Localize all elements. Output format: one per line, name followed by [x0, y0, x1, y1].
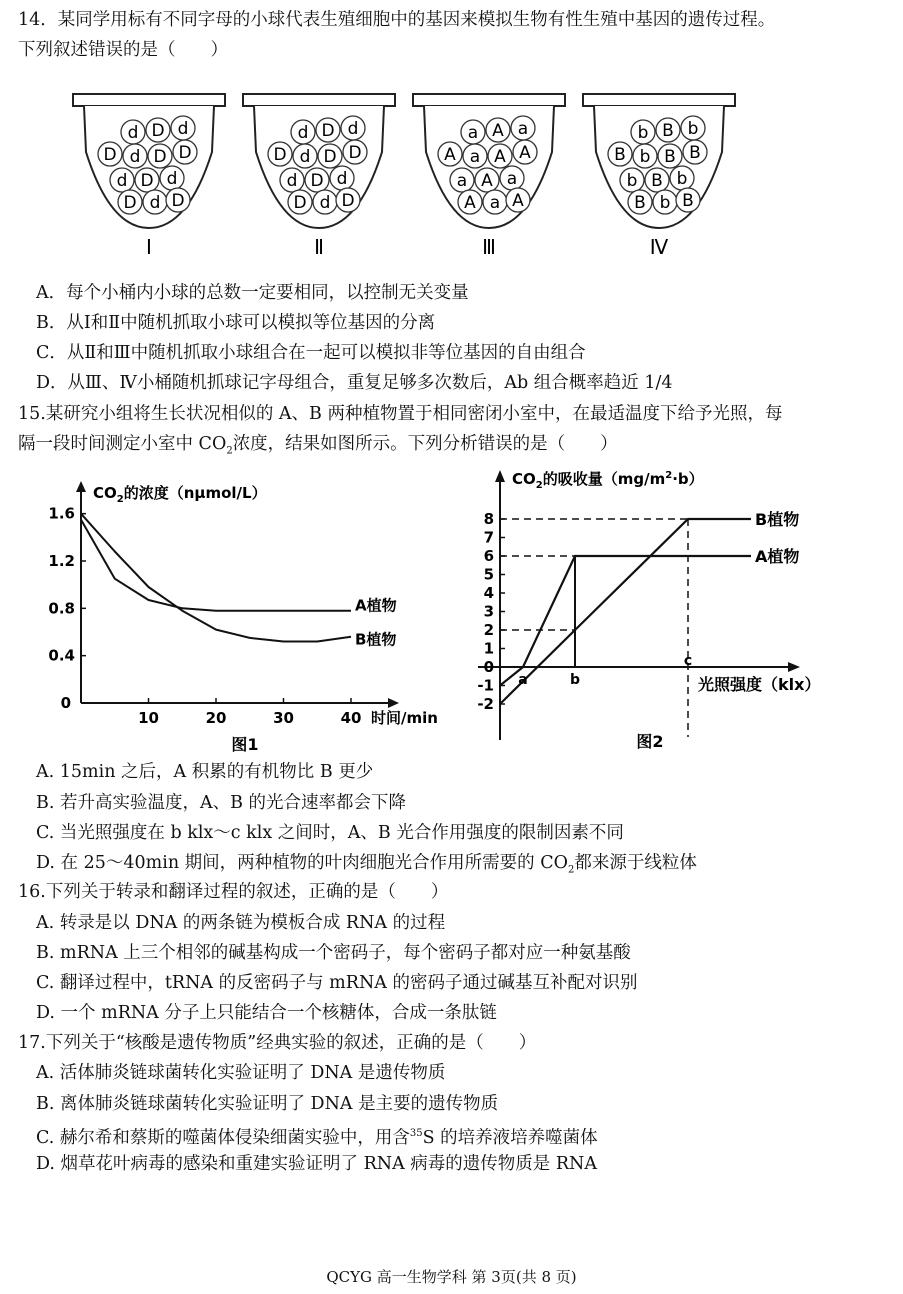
ball-label: D	[310, 171, 324, 191]
ball-label: D	[153, 147, 167, 167]
bucket-label: Ⅰ	[146, 235, 152, 259]
ball-label: A	[464, 193, 476, 213]
ball-label: a	[467, 123, 479, 143]
bucket-rim	[583, 94, 735, 106]
ball-label: D	[321, 121, 335, 141]
ball-label: A	[494, 147, 506, 167]
x-axis-title: 光照强度（klx）	[698, 675, 821, 694]
page-footer: QCYG 高一生物学科 第 3页(共 8 页)	[326, 1268, 577, 1286]
y-tick-label: 1.6	[48, 504, 75, 523]
series-label-b: B植物	[355, 630, 397, 649]
ball-label: d	[336, 169, 348, 189]
q16-option-a: A. 转录是以 DNA 的两条链为模板合成 RNA 的过程	[36, 913, 446, 933]
bucket-label: Ⅲ	[482, 235, 496, 259]
q15-option-a: A. 15min 之后，A 积累的有机物比 B 更少	[36, 762, 374, 782]
series-label-b: B植物	[755, 510, 800, 529]
ball-label: D	[171, 191, 185, 211]
bucket-3	[413, 94, 565, 259]
y-axis-arrow	[76, 481, 86, 492]
q17-option-c: C. 赫尔希和蔡斯的噬菌体侵染细菌实验中，用含$^{35}$S 的培养液培养噬菌体	[36, 1127, 598, 1148]
q14-option-d: D．从Ⅲ、Ⅳ小桶随机抓球记字母组合，重复足够多次数后，Ab 组合概率趋近 1/4	[36, 373, 673, 393]
y-tick-label: 7	[483, 528, 494, 547]
y-tick-label: 1	[483, 639, 494, 658]
ball-label: d	[116, 171, 128, 191]
ball-label: d	[286, 171, 298, 191]
y-tick-label: 2	[483, 621, 494, 639]
ball-label: D	[273, 145, 287, 165]
figure-2-co2-absorption-chart	[478, 462, 838, 752]
ball-label: d	[149, 193, 161, 213]
ball-label: d	[297, 123, 309, 143]
x-axis-arrow	[388, 698, 399, 708]
ball-label: A	[519, 143, 531, 163]
bucket-label: Ⅳ	[649, 235, 669, 259]
ball-label: A	[512, 191, 524, 211]
x-axis-arrow	[788, 662, 800, 672]
y-tick-label: 0	[483, 658, 494, 676]
q15-stem-line2: 隔一段时间测定小室中 $CO_2$浓度，结果如图所示。下列分析错误的是（ ）	[18, 434, 618, 457]
ball-label: a	[506, 169, 518, 189]
y-tick-label: -2	[477, 695, 494, 713]
ball-label: d	[319, 193, 331, 213]
q15-option-c: C. 当光照强度在 b klx～c klx 之间时，A、B 光合作用强度的限制因素不同	[36, 823, 624, 843]
y-tick-label: 1.2	[48, 552, 75, 570]
series-label-a: A植物	[355, 596, 397, 615]
ball-label: D	[103, 145, 117, 165]
q14-option-a: A．每个小桶内小球的总数一定要相同，以控制无关变量	[36, 283, 469, 303]
figure-1-co2-concentration-chart	[48, 478, 460, 758]
q16-option-d: D. 一个 mRNA 分子上只能结合一个核糖体，合成一条肽链	[36, 1003, 497, 1023]
ball-label: B	[664, 147, 676, 167]
ball-label: D	[178, 143, 192, 163]
x-tick-label: 40	[340, 709, 362, 727]
ball-label: d	[129, 147, 141, 167]
y-tick-label: 8	[483, 510, 494, 528]
y-tick-label: 0.8	[48, 599, 75, 618]
bucket-diagram	[70, 92, 750, 267]
q16-stem: 16.下列关于转录和翻译过程的叙述，正确的是（ ）	[18, 882, 449, 902]
x-mark-c: c	[683, 653, 693, 669]
q14-stem-line1: 14．某同学用标有不同字母的小球代表生殖细胞中的基因来模拟生物有性生殖中基因的遗传过程。	[18, 10, 776, 30]
ball-label: A	[492, 121, 504, 141]
ball-label: d	[299, 147, 311, 167]
bucket-label: Ⅱ	[314, 235, 324, 259]
y-tick-label: 5	[483, 565, 494, 584]
q14-option-b: B．从Ⅰ和Ⅱ中随机抓取小球可以模拟等位基因的分离	[36, 313, 436, 333]
ball-label: D	[151, 121, 165, 141]
ball-label: B	[651, 171, 663, 191]
q15-option-b: B. 若升高实验温度，A、B 的光合速率都会下降	[36, 793, 407, 813]
ball-label: d	[127, 123, 139, 143]
ball-label: a	[469, 147, 481, 167]
q17-stem: 17.下列关于“核酸是遗传物质”经典实验的叙述，正确的是（ ）	[18, 1033, 537, 1053]
y-axis-title: $CO_2$的吸收量$(mg/m^2\cdot b)$	[512, 470, 704, 491]
y-tick-label: -1	[477, 676, 494, 695]
series-label-a: A植物	[755, 547, 800, 566]
y-axis-arrow	[495, 470, 505, 482]
ball-label: D	[123, 193, 137, 213]
ball-label: D	[341, 191, 355, 211]
ball-label: B	[634, 193, 646, 213]
ball-label: a	[489, 193, 501, 213]
y-tick-label: 3	[483, 602, 494, 621]
ball-label: A	[444, 145, 456, 165]
q16-option-b: B. mRNA 上三个相邻的碱基构成一个密码子，每个密码子都对应一种氨基酸	[36, 943, 631, 963]
bucket-1	[73, 94, 225, 259]
q14-option-c: C．从Ⅱ和Ⅲ中随机抓取小球组合在一起可以模拟非等位基因的自由组合	[36, 343, 586, 363]
chart-title: 图1	[231, 735, 259, 754]
ball-label: B	[682, 191, 694, 211]
series-line-b	[81, 514, 351, 642]
q16-option-c: C. 翻译过程中，tRNA 的反密码子与 mRNA 的密码子通过碱基互补配对识别	[36, 973, 638, 993]
ball-label: D	[293, 193, 307, 213]
ball-label: B	[614, 145, 626, 165]
q15-option-d: D. 在 25～40min 期间，两种植物的叶肉细胞光合作用所需要的 $CO_2$都来源于线粒体	[36, 853, 697, 876]
ball-label: A	[481, 171, 493, 191]
ball-label: d	[166, 169, 178, 189]
bucket-2	[243, 94, 395, 259]
ball-label: b	[639, 147, 651, 167]
series-line-a	[81, 520, 351, 611]
y-tick-label: 0.4	[48, 646, 75, 665]
ball-label: D	[140, 171, 154, 191]
y-axis-title: $CO_2$的浓度（nμmol/L）	[93, 484, 267, 505]
ball-label: D	[323, 147, 337, 167]
x-axis-title: 时间/min	[371, 709, 438, 727]
bucket-rim	[243, 94, 395, 106]
x-tick-label: 30	[273, 709, 294, 727]
ball-label: B	[689, 143, 701, 163]
bucket-4	[583, 94, 735, 259]
bucket-rim	[413, 94, 565, 106]
ball-label: B	[662, 121, 674, 141]
x-mark-b: b	[569, 672, 581, 688]
ball-label: b	[659, 193, 671, 213]
x-tick-label: 10	[138, 709, 159, 727]
bucket-rim	[73, 94, 225, 106]
ball-label: b	[637, 123, 649, 143]
x-tick-label: 20	[205, 709, 227, 727]
chart-title: 图2	[636, 732, 664, 751]
ball-label: b	[676, 169, 688, 189]
q15-stem-line1: 15.某研究小组将生长状况相似的 A、B 两种植物置于相同密闭小室中，在最适温度下给予光照，每	[18, 404, 783, 424]
ball-label: d	[177, 119, 189, 139]
y-tick-label: 6	[483, 547, 494, 565]
q17-option-b: B. 离体肺炎链球菌转化实验证明了 DNA 是主要的遗传物质	[36, 1094, 499, 1114]
ball-label: b	[687, 119, 699, 139]
q17-option-a: A. 活体肺炎链球菌转化实验证明了 DNA 是遗传物质	[36, 1063, 446, 1083]
q14-stem-line2: 下列叙述错误的是（ ）	[18, 40, 228, 60]
ball-label: a	[517, 119, 529, 139]
ball-label: d	[347, 119, 359, 139]
ball-label: D	[348, 143, 362, 163]
x-mark-a: a	[518, 672, 528, 688]
y-tick-label: 4	[483, 584, 494, 602]
origin-label: 0	[60, 694, 71, 712]
q17-option-d: D. 烟草花叶病毒的感染和重建实验证明了 RNA 病毒的遗传物质是 RNA	[36, 1154, 597, 1174]
ball-label: a	[456, 171, 468, 191]
ball-label: b	[626, 171, 638, 191]
